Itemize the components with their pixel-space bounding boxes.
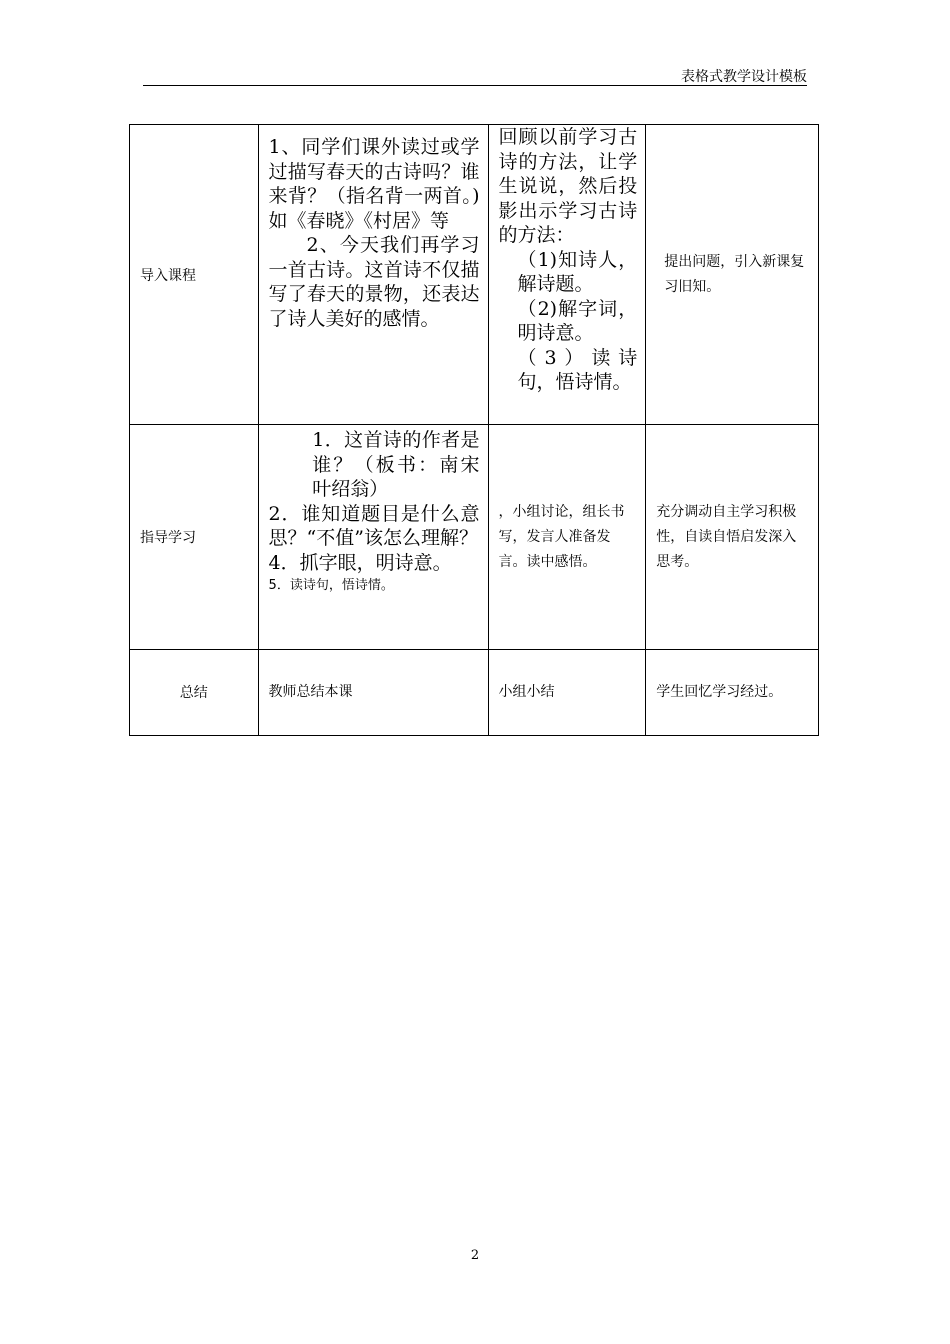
student-step: （2)解字词，明诗意。 bbox=[517, 297, 638, 344]
stage-label: 指导学习 bbox=[140, 530, 196, 546]
design-intent-cell bbox=[646, 425, 819, 650]
student-activity bbox=[489, 125, 646, 395]
design-intent: 提出问题，引入新课复习旧知。 bbox=[664, 253, 805, 295]
student-activity-cell bbox=[488, 425, 646, 650]
teacher-activity bbox=[259, 125, 488, 331]
student-step: （1)知诗人，解诗题。 bbox=[517, 248, 638, 295]
design-intent-cell bbox=[646, 650, 819, 736]
teacher-question: 1．这首诗的作者是谁？（板书：南宋 叶绍翁） bbox=[312, 429, 499, 500]
table-row bbox=[130, 125, 819, 425]
design-intent-cell bbox=[646, 125, 819, 425]
teacher-activity-cell bbox=[258, 125, 488, 425]
stage-cell bbox=[130, 425, 259, 650]
teacher-question: 2．谁知道题目是什么意思？“不值”该怎么理解？ bbox=[268, 502, 480, 549]
teacher-question: 5．读诗句，悟诗情。 bbox=[268, 578, 394, 593]
teacher-activity: 教师总结本课 bbox=[268, 684, 353, 700]
student-activity-cell bbox=[488, 650, 646, 736]
page-number: 2 bbox=[470, 1248, 480, 1263]
design-intent: 学生回忆学习经过。 bbox=[656, 684, 783, 700]
student-paragraph: 回顾以前学习古诗的方法，让学生说说，然后投影出示学习古诗的方法： bbox=[498, 126, 638, 246]
stage-label: 总结 bbox=[179, 685, 208, 701]
student-activity-cell bbox=[488, 125, 646, 425]
teacher-activity bbox=[259, 425, 499, 597]
stage-label: 导入课程 bbox=[140, 267, 196, 284]
teacher-question: 4．抓字眼，明诗意。 bbox=[268, 551, 452, 574]
stage-cell bbox=[130, 650, 259, 736]
page-header-title: 表格式教学设计模板 bbox=[681, 69, 807, 85]
teacher-paragraph: 1、同学们课外读过或学过描写春天的古诗吗？谁来背？（指名背一两首。)如《春晓》《村居》等 bbox=[268, 136, 480, 232]
student-step: （3）读诗句，悟诗情。 bbox=[517, 346, 638, 393]
design-intent: 充分调动自主学习积极性，自读自悟启发深入思考。 bbox=[656, 503, 797, 570]
teacher-paragraph: 2、今天我们再学习一首古诗。这首诗不仅描写了春天的景物，还表达了诗人美好的感情。 bbox=[268, 234, 480, 330]
teacher-activity-cell bbox=[258, 425, 499, 650]
table-row bbox=[130, 425, 819, 650]
header-rule bbox=[143, 85, 807, 86]
student-activity: 小组小结 bbox=[498, 684, 555, 700]
student-activity: ，小组讨论，组长书写，发言人准备发言。读中感悟。 bbox=[498, 503, 625, 570]
teacher-activity-cell bbox=[258, 650, 488, 736]
stage-cell bbox=[130, 125, 259, 425]
lesson-plan-table bbox=[129, 124, 819, 736]
table-row bbox=[130, 650, 819, 736]
